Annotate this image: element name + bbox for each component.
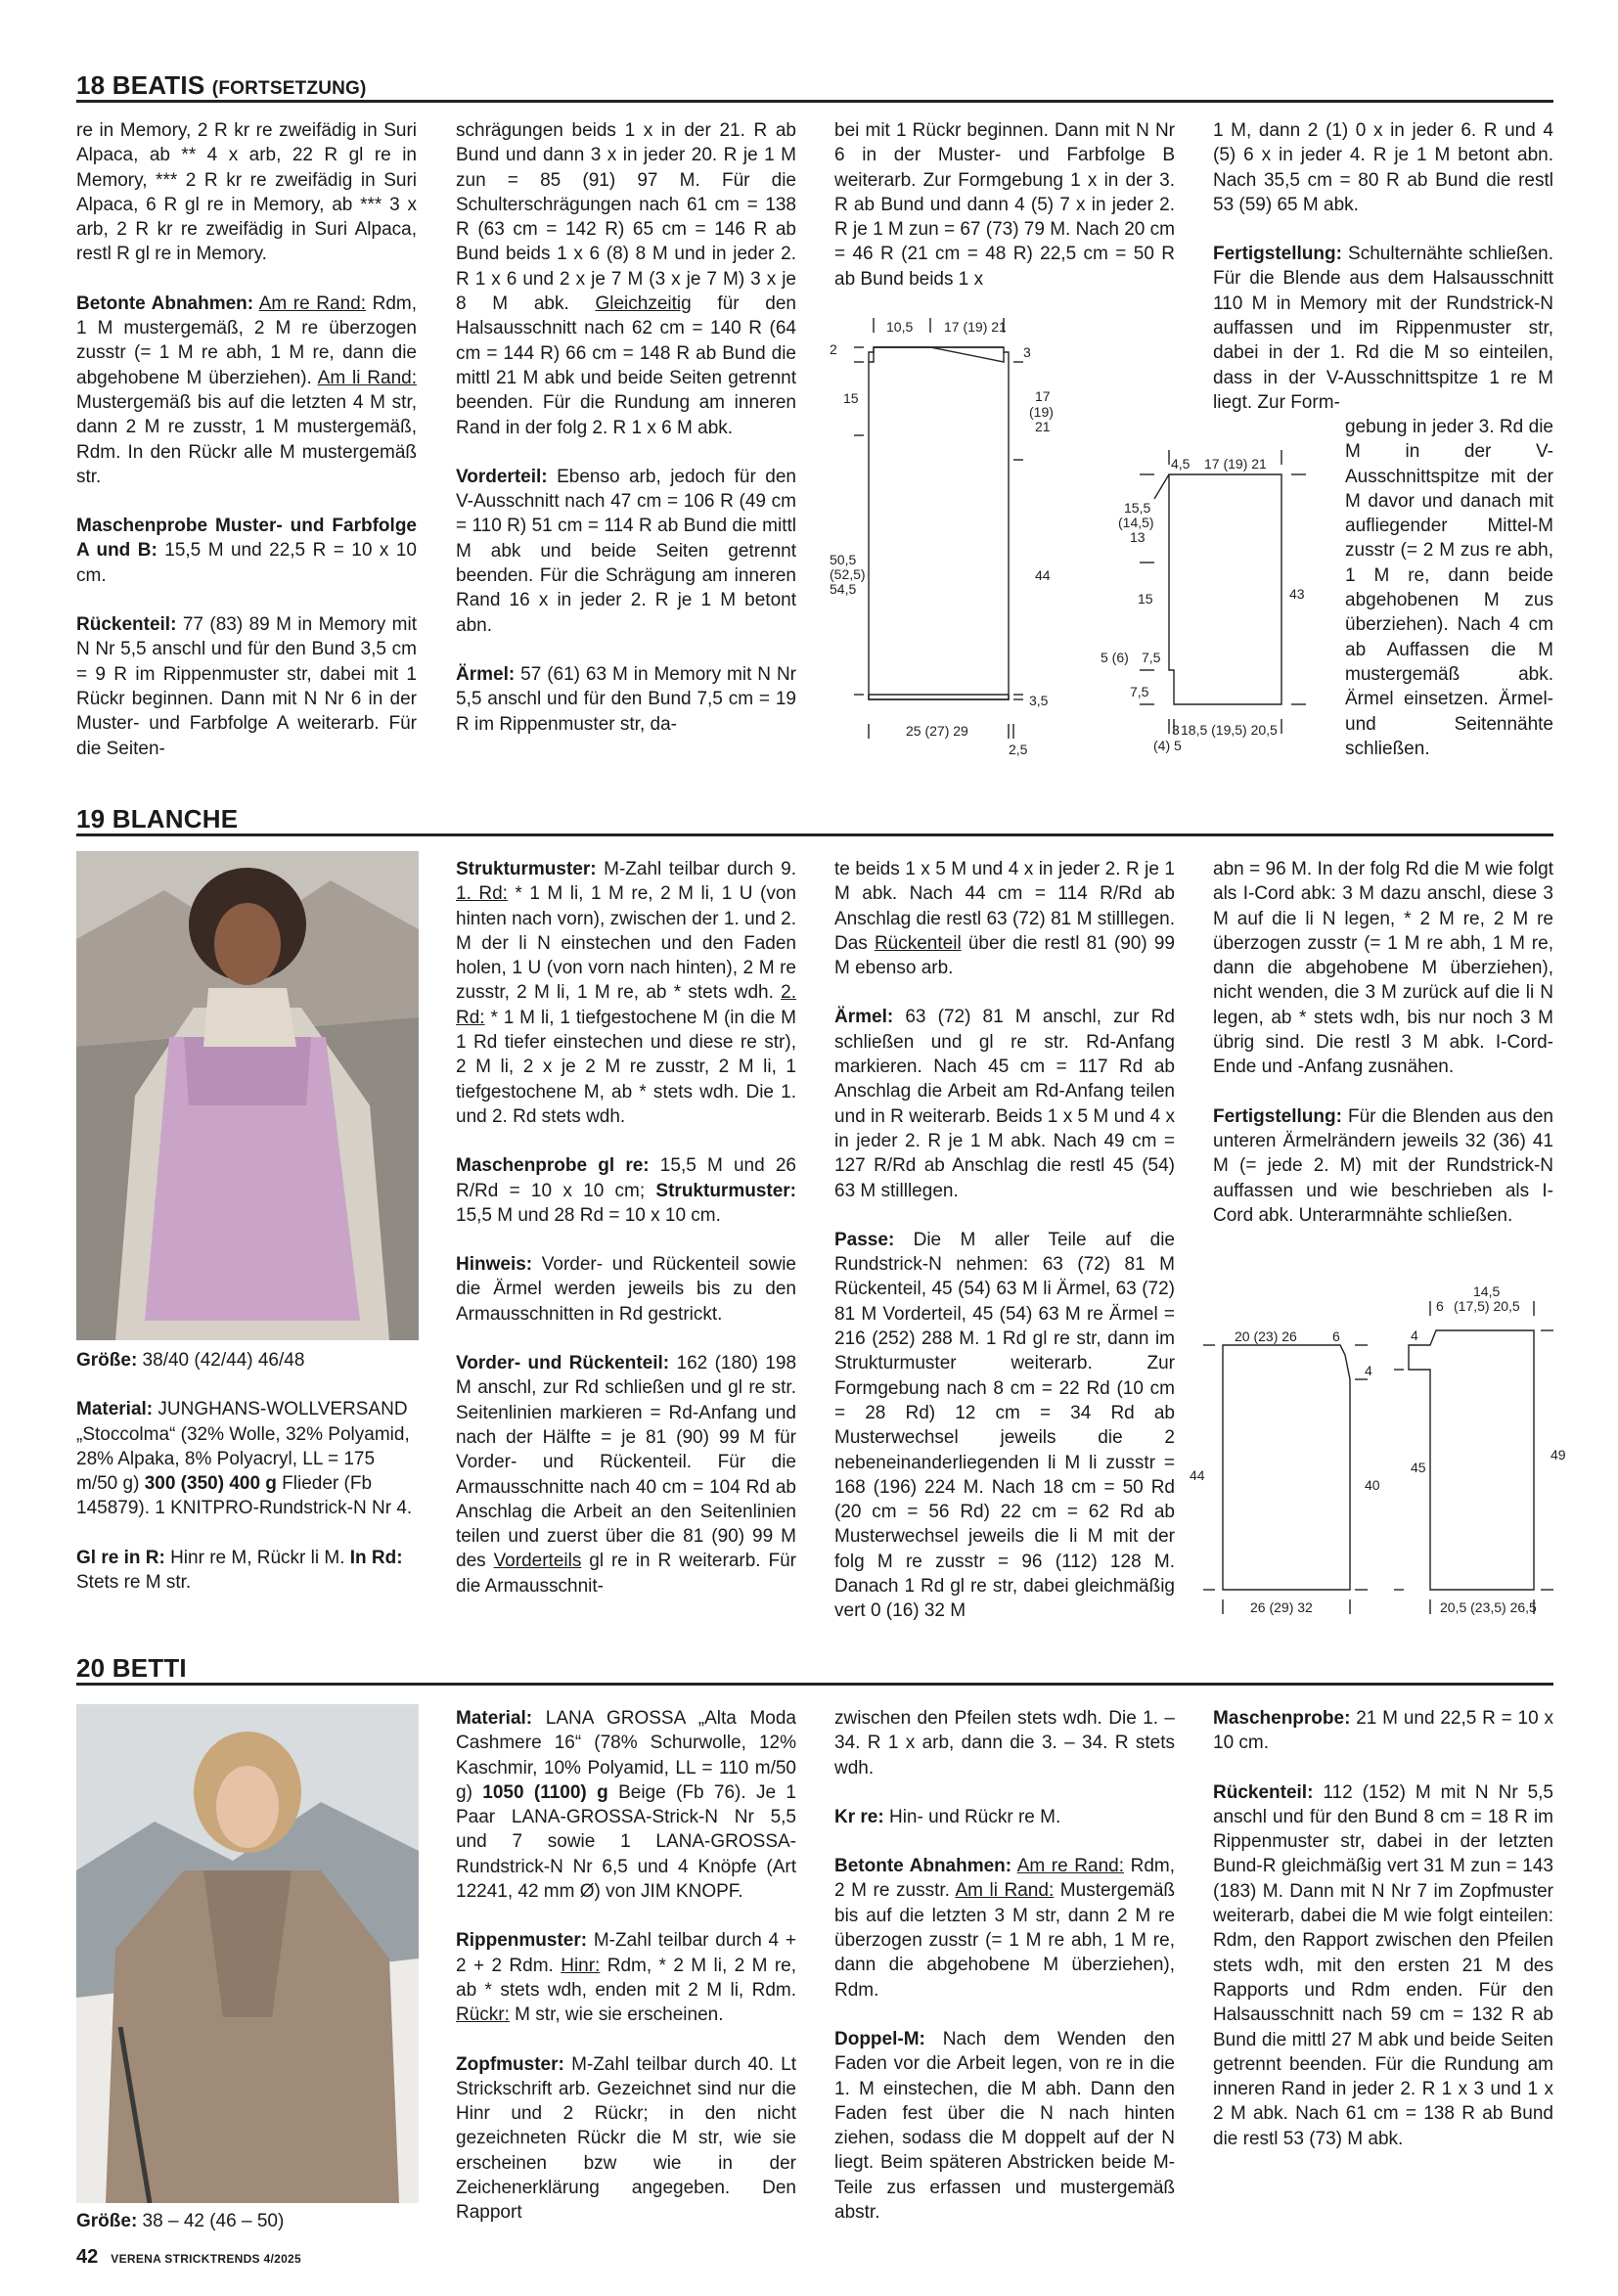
paragraph: Maschenprobe: 21 M und 22,5 R = 10 x 10 cm. <box>1213 1708 1553 1754</box>
body-outline <box>1223 1345 1350 1590</box>
section-subtitle: (FORTSETZUNG) <box>211 78 367 99</box>
schematic-outline <box>869 347 1009 699</box>
label-shoulder-slope: 3 <box>1023 344 1031 360</box>
label-armhole-1: 17 <box>1035 388 1051 404</box>
label-neck-width: 10,5 <box>886 319 914 335</box>
s20-column-2 <box>456 1706 796 2226</box>
page-number: 42 <box>76 2246 99 2268</box>
label-side-length: 44 <box>1035 567 1051 583</box>
paragraph: 1 M, dann 2 (1) 0 x in jeder 6. R und 4 (5) 6 x in jeder 4. R je 1 M betont abn. Nach 35,5 cm = 80 R ab Bund die restl 53 (59) 65 M abk. <box>1213 120 1553 215</box>
sleeve-outline <box>1169 474 1281 704</box>
sleeve-label-inc-dist: 7,5 <box>1142 650 1161 665</box>
paragraph: Größe: 38/40 (42/44) 46/48 <box>76 1350 305 1371</box>
label-armhole-3: 21 <box>1035 419 1051 434</box>
s20-column-3 <box>834 1706 1175 2225</box>
sleeve-label-armhole: 4 <box>1411 1328 1418 1343</box>
paragraph: Hinweis: Vorder- und Rückenteil sowie die Ärmel werden jeweils bis zu den Armausschnitten in Rd gestrickt. <box>456 1254 796 1325</box>
photo-betti <box>76 1704 419 2203</box>
s19-caption <box>76 1348 419 1619</box>
body-label-length: 44 <box>1190 1467 1205 1483</box>
label-length-3: 54,5 <box>830 581 857 597</box>
paragraph: Kr re: Hin- und Rückr re M. <box>834 1806 1061 1827</box>
sleeve-label-top-a: 14,5 <box>1473 1283 1501 1299</box>
section-title-beatis <box>76 70 367 101</box>
s20-column-4 <box>1213 1706 1553 2151</box>
sleeve-label-cap-edge: 4,5 <box>1171 456 1191 472</box>
paragraph: Doppel-M: Nach dem Wenden den Faden vor die Arbeit legen, von re in die 1. M einstechen, die M abh. Dann den Faden fest über die N nach hinten ziehen, sodass die M doppelt auf der N liegt. Beim späteren Abstricken beide M-Teile zus erfassen und mustergemäß abstr. <box>834 2028 1175 2224</box>
paragraph: Betonte Abnahmen: Am re Rand: Rdm, 1 M mustergemäß, 2 M re überzogen zusstr (= 1 M re abh, 1 M re, dann die abgehobene M überziehen). Am li Rand: Mustergemäß bis auf die letzten 4 M str, dann 2 M re zusstr, 1 M mustergemäß, Rdm. In den Rückr alle M mustergemäß str. <box>76 293 417 487</box>
schematic-blanche-body <box>1184 1277 1379 1619</box>
sleeve-label-hem-b: (4) 5 <box>1153 738 1182 753</box>
sleeve-label-cap-3: 13 <box>1130 529 1146 545</box>
section-title-text: 20 BETTI <box>76 1653 187 1683</box>
sleeve-label-cap-1: 15,5 <box>1124 500 1151 516</box>
paragraph: Rückenteil: 77 (83) 89 M in Memory mit N Nr 5,5 anschl und für den Bund 3,5 cm = 9 R im Rippenmuster str, dabei mit 1 Rückr beginnen. Dann mit N Nr 6 in der Muster- und Farbfolge A weiterarb. Für die Seiten- <box>76 614 417 759</box>
label-shoulder-width: 17 (19) 21 <box>944 319 1007 335</box>
sleeve-label-cuff: 7,5 <box>1130 684 1149 699</box>
sleeve-label-width: 20,5 (23,5) 26,5 <box>1440 1599 1537 1615</box>
paragraph: Material: LANA GROSSA „Alta Moda Cashmere 16“ (78% Schurwolle, 12% Kaschmir, 10% Polyamid, LL = 110 m/50 g) 1050 (1100) g Beige (Fb 76). Je 1 Paar LANA-GROSSA-Strick-N Nr 5,5 und 7 sowie 1 LANA-GROSSA-Rundstrick-N Nr 6,5 und 4 Knöpfe (Art 12241, 42 mm Ø) von JIM KNOPF. <box>456 1708 796 1903</box>
body-label-top-width: 20 (23) 26 <box>1235 1328 1297 1344</box>
sleeve-label-cap-2: (14,5) <box>1118 515 1154 530</box>
s18-column-2 <box>456 118 796 737</box>
paragraph: Betonte Abnahmen: Am re Rand: Rdm, 2 M re zusstr. Am li Rand: Mustergemäß bis auf die letzten 3 M str, dann 2 M re überzogen zusstr (= 1 M re abh, 1 M re, dann die abgehobene M überziehen), Rdm. <box>834 1856 1176 2001</box>
paragraph: abn = 96 M. In der folg Rd die M wie folgt als I-Cord abk: 3 M dazu anschl, diese 3 M auf die li N legen, * 2 M re, 2 M re überzogen zusstr (= 1 M re abh, 1 M re, dann die abgehobene M überziehen), nicht wenden, die 3 M zurück auf die li N legen, ab * stets wdh, bis nur noch 3 M übrig sind. Die restl 3 M abk. I-Cord-Ende und -Anfang zusnähen. <box>1213 859 1553 1078</box>
sleeve-label-top-width: 17 (19) 21 <box>1204 456 1267 472</box>
sleeve-label-length: 43 <box>1289 586 1305 602</box>
s19-column-4 <box>1213 857 1553 1228</box>
s18-column-4 <box>1213 118 1553 415</box>
paragraph: Rippenmuster: M-Zahl teilbar durch 4 + 2 + 2 Rdm. Hinr: Rdm, * 2 M li, 2 M re, ab * stets wdh, enden mit 2 M li, Rdm. Rückr: M str, wie sie erscheinen. <box>456 1930 796 2026</box>
label-neck-depth: 2 <box>830 341 837 357</box>
paragraph: Rückenteil: 112 (152) M mit N Nr 5,5 anschl und für den Bund 8 cm = 18 R im Rippenmuster str, dabei in der letzten Bund-R gleichmäßig vert 31 M zun = 143 (183) M. Dann mit N Nr 7 im Zopfmuster weiterarb, dabei die M wie folgt einteilen: Rdm, den Rapport zwischen den Pfeilen stets wdh, mit den ersten 21 M des Rapports und Rdm enden. Für den Halsausschnitt nach 59 cm = 132 R ab Bund die mittl 27 M abk und beide Seiten getrennt beenden. Für die Rundung am inneren Rand in jeder 2. R 1 x 3 und 1 x 2 M abk. Nach 61 cm = 138 R ab Bund die restl 53 (73) M abk. <box>1213 1781 1553 2149</box>
sleeve-label-body: 15 <box>1138 591 1153 607</box>
paragraph: schrägungen beids 1 x in der 21. R ab Bund und dann 3 x in jeder 20. R je 1 M zun = 85 (91) 97 M. Für die Schulterschrägungen nach 61 cm = 138 R (63 cm = 142 R) 65 cm = 146 R ab Bund beids 1 x 6 (8) 8 M und in jeder 2. R 1 x 6 und 2 x je 7 M (3 x je 7 M) 3 x je 8 M abk. Gleichzeitig für den Halsausschnitt nach 62 cm = 140 R (64 cm = 144 R) 66 cm = 148 R ab Bund die mittl 21 M abk und beide Seiten getrennt beenden. Für die Rundung am inneren Rand in der folg 2. R 1 x 6 M abk. <box>456 120 796 438</box>
s18-column-4-wrap: gebung in jeder 3. Rd die M in der V-Ausschnittspitze mit der M davor und danach mit aufliegender Mittel-M zusstr (= 2 M zus re abh, 1 M re, dann beide abgehobenen M zus überziehen). Nach 4 cm ab Auffassen die M mustergemäß abk. Ärmel einsetzen. Ärmel- und Seitennähte schließen. <box>1345 417 1553 759</box>
s19-column-3 <box>834 857 1175 1624</box>
label-length-1: 50,5 <box>830 552 857 567</box>
label-width: 25 (27) 29 <box>906 723 968 739</box>
sleeve-label-top-b: 6 <box>1436 1298 1444 1314</box>
schematic-blanche-sleeve <box>1389 1277 1585 1619</box>
section-title-blanche <box>76 804 238 834</box>
s19-column-2 <box>456 857 796 1598</box>
paragraph: Passe: Die M aller Teile auf die Rundstrick-N nehmen: 63 (72) 81 M Rückenteil, 45 (54) 63 M li Ärmel, 63 (72) 81 M Vorderteil, 45 (54) 63 M re Ärmel = 216 (252) 288 M. 1 Rd gl re str, dann im Strukturmuster weiterarb. Zur Formgebung nach 8 cm = 22 Rd (10 cm = 28 Rd) 12 cm = 34 Rd ab Musterwechsel jeweils die 2 nebeneinanderliegenden li M li zusstr = 168 (196) 224 M. Nach 18 cm = 50 Rd (20 cm = 56 Rd) 22 cm = 62 Rd ab Musterwechsel jeweils die li M mit der folg M re zusstr = 96 (112) 128 M. Danach 1 Rd gl re str, dabei gleichmäßig vert 0 (16) 32 M <box>834 1229 1175 1622</box>
paragraph: Maschenprobe Muster- und Farbfolge A und B: 15,5 M und 22,5 R = 10 x 10 cm. <box>76 516 417 586</box>
sleeve-label-length-b: 49 <box>1551 1447 1566 1463</box>
paragraph: Fertigstellung: Für die Blenden aus den unteren Ärmelrändern jeweils 32 (36) 41 M (= jede 2. M) mit der Rundstrick-N auffassen und wie beschrieben als I-Cord abk. Unterarmnähte schließen. <box>1213 1105 1553 1226</box>
paragraph: Material: JUNGHANS-WOLLVERSAND „Stoccolma“ (32% Wolle, 32% Polyamid, 28% Alpaka, 8% Polyacryl, LL = 175 m/50 g) 300 (350) 400 g Flieder (Fb 145879). 1 KNITPRO-Rundstrick-N Nr 4. <box>76 1399 413 1519</box>
schematic-back-front <box>830 308 1064 758</box>
paragraph: Vorderteil: Ebenso arb, jedoch für den V-Ausschnitt nach 47 cm = 106 R (49 cm = 110 R) 51 cm = 114 R ab Bund die mittl M abk und beide Seiten getrennt beenden. Für die Schrägung am inneren Rand 16 x in jeder 2. R je 1 M betont abn. <box>456 466 796 636</box>
sleeve-label-length-a: 45 <box>1411 1460 1426 1475</box>
paragraph: Ärmel: 57 (61) 63 M in Memory mit N Nr 5,5 anschl und für den Bund 7,5 cm = 19 R im Rippenmuster str, da- <box>456 663 796 735</box>
section-rule <box>76 1683 1553 1686</box>
body-label-shoulder: 6 <box>1332 1328 1340 1344</box>
sleeve-label-inc-count: 5 (6) <box>1101 650 1129 665</box>
paragraph: bei mit 1 Rückr beginnen. Dann mit N Nr 6 in der Muster- und Farbfolge B weiterarb. Zur Formgebung 1 x in der 3. R ab Bund und dann 4 (5) 7 x in jeder 2. R je 1 M zun = 67 (73) 79 M. Nach 20 cm = 46 R (21 cm = 48 R) 22,5 cm = 50 R ab Bund beids 1 x <box>834 120 1175 290</box>
paragraph: Gl re in R: Hinr re M, Rückr li M. In Rd: Stets re M str. <box>76 1547 403 1594</box>
paragraph: Maschenprobe gl re: 15,5 M und 26 R/Rd = 10 x 10 cm; Strukturmuster: 15,5 M und 28 Rd = 10 x 10 cm. <box>456 1155 796 1226</box>
label-hem: 3,5 <box>1029 693 1049 708</box>
s18-column-1 <box>76 118 417 761</box>
label-front-neck: 15 <box>843 390 859 406</box>
magazine-title: VERENA STRICKTRENDS 4/2025 <box>111 2252 302 2266</box>
label-length-2: (52,5) <box>830 566 866 582</box>
section-title-betti <box>76 1653 187 1684</box>
body-label-width: 26 (29) 32 <box>1250 1599 1313 1615</box>
body-label-armhole-depth: 4 <box>1365 1363 1372 1378</box>
sleeve-label-bottom-width: 18,5 (19,5) 20,5 <box>1181 722 1278 738</box>
sleeve-outline <box>1409 1330 1534 1590</box>
photo-illustration <box>76 1704 419 2203</box>
paragraph: Ärmel: 63 (72) 81 M anschl, zur Rd schließen und gl re str. Rd-Anfang markieren. Nach 45 cm = 117 Rd ab Anschlag die Arbeit am Rd-Anfang teilen und in R weiterarb. Beids 1 x 5 M und 4 x in jeder 2. R je 1 M abk. Nach 49 cm = 127 R/Rd ab Anschlag die restl 45 (54) 63 M stilllegen. <box>834 1007 1175 1201</box>
paragraph: Vorder- und Rückenteil: 162 (180) 198 M anschl, zur Rd schließen und gl re str. Seitenlinien markieren = Rd-Anfang und nach der Hälfte = je 81 (90) 99 M für Vorder- und Rückenteil. Für die Armausschnitte nach 40 cm = 104 Rd ab Anschlag die Arbeit an den Seitenlinien teilen und zuerst über die 81 (90) 99 M des Vorderteils gl re in R weiterarb. Für die Armausschnit- <box>456 1353 797 1597</box>
paragraph: zwischen den Pfeilen stets wdh. Die 1. – 34. R 1 x arb, dann die 3. – 34. R stets wdh. <box>834 1708 1175 1778</box>
section-rule <box>76 833 1553 836</box>
page-footer <box>76 2246 301 2269</box>
label-side-inc: 2,5 <box>1009 742 1028 757</box>
paragraph: Größe: 38 – 42 (46 – 50) <box>76 2211 285 2231</box>
paragraph: Strukturmuster: M-Zahl teilbar durch 9. 1. Rd: * 1 M li, 1 M re, 2 M li, 1 U (von hinten nach vorn), zwischen der 1. und 2. M der li N einstechen und den Faden holen, 1 U (von vorn nach hinten), 2 M re zusstr, 2 M li, 1 M re, ab * stets wdh. 2. Rd: * 1 M li, 1 tiefgestochene M (in die M 1 Rd tiefer einstechen und diese re str), 2 M li, 2 x je 2 M re zusstr, 2 M li, 1 tiefgestochene M, ab * stets wdh. Die 1. und 2. Rd stets wdh. <box>456 859 796 1127</box>
section-title-text: 18 BEATIS <box>76 70 205 100</box>
photo-blanche <box>76 851 419 1340</box>
sleeve-label-top-c: (17,5) 20,5 <box>1454 1298 1520 1314</box>
photo-illustration <box>76 851 419 1340</box>
s18-column-3 <box>834 118 1175 292</box>
sleeve-label-hem-a: 3 <box>1172 722 1180 738</box>
body-label-side: 40 <box>1365 1477 1380 1493</box>
paragraph: Zopfmuster: M-Zahl teilbar durch 40. Lt Strickschrift arb. Gezeichnet sind nur die Hinr und 2 Rückr; in den nicht gezeichneten Rückr die M str, wie sie erscheinen bzw wie in der Zeichenerklärung angegeben. Den Rapport <box>456 2053 796 2224</box>
section-rule <box>76 100 1553 103</box>
label-armhole-2: (19) <box>1029 404 1054 420</box>
paragraph: re in Memory, 2 R kr re zweifädig in Suri Alpaca, ab ** 4 x arb, 22 R gl re in Memory, *** 2 R kr re zweifädig in Suri Alpaca, 6 R gl re in Memory, ab *** 3 x arb, 2 R kr re zweifädig in Suri Alpaca, restl R gl re in Memory. <box>76 120 417 265</box>
section-title-text: 19 BLANCHE <box>76 804 239 833</box>
paragraph: Fertigstellung: Schulternähte schließen. Für die Blende aus dem Halsausschnitt 110 M in Memory mit der Rundstrick-N auffassen und im Rippenmuster str, dabei in der 1. Rd die M so einteilen, dass in der V-Ausschnittspitze 1 re M liegt. Zur Form- <box>1213 244 1553 413</box>
paragraph: te beids 1 x 5 M und 4 x in jeder 2. R je 1 M abk. Nach 44 cm = 114 R/Rd ab Anschlag die restl 63 (72) 81 M stilllegen. Das Rückenteil über die restl 81 (90) 99 M ebenso arb. <box>834 859 1175 979</box>
schematic-sleeve <box>1101 445 1326 768</box>
